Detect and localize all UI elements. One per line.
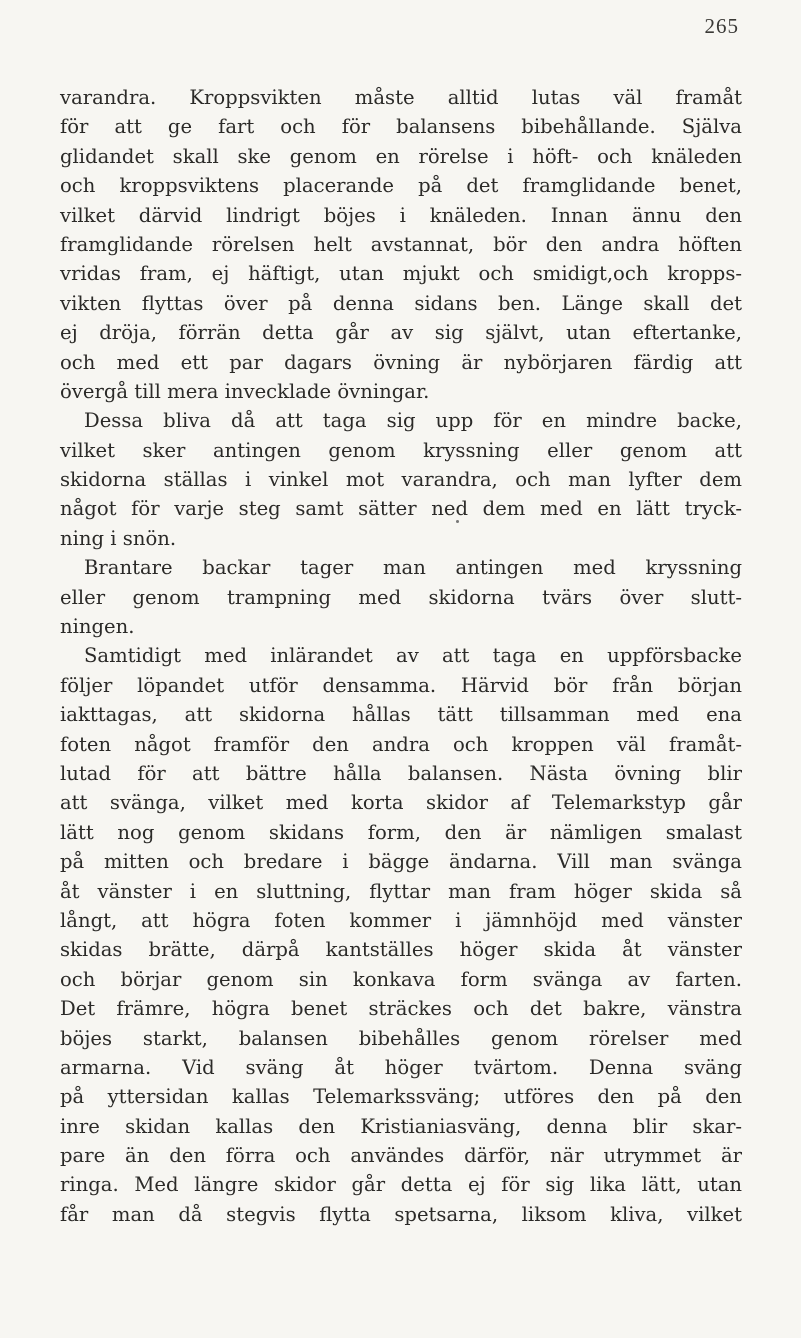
body-text bbox=[60, 83, 742, 1229]
text-line: ej dröja, förrän detta går av sig självt, utan eftertanke, bbox=[60, 321, 742, 345]
text-line: Samtidigt med inlärandet av att taga en uppförsbacke bbox=[84, 644, 742, 668]
text-line: armarna. Vid sväng åt höger tvärtom. Denna sväng bbox=[60, 1055, 742, 1079]
text-line: och med ett par dagars övning är nybörjaren färdig att bbox=[60, 350, 742, 374]
text-line: Brantare backar tager man antingen med kryssning bbox=[84, 556, 742, 580]
text-line: ningen. bbox=[60, 615, 135, 639]
text-line: åt vänster i en sluttning, flyttar man fram höger skida så bbox=[60, 879, 742, 903]
text-line: följer löpandet utför densamma. Härvid bör från början bbox=[60, 673, 742, 697]
text-line: lutad för att bättre hålla balansen. Nästa övning blir bbox=[60, 761, 742, 785]
text-line: och kroppsviktens placerande på det framglidande benet, bbox=[60, 174, 742, 198]
print-speck bbox=[456, 520, 459, 523]
text-line: ringa. Med längre skidor går detta ej för sig lika lätt, utan bbox=[60, 1173, 742, 1197]
text-line: inre skidan kallas den Kristianiasväng, denna blir skar- bbox=[60, 1114, 742, 1138]
text-line: framglidande rörelsen helt avstannat, bör den andra höften bbox=[60, 232, 742, 256]
text-line: och börjar genom sin konkava form svänga av farten. bbox=[60, 967, 742, 991]
text-line: foten något framför den andra och kroppen väl framåt- bbox=[60, 732, 742, 756]
text-line: på mitten och bredare i bägge ändarna. Vill man svänga bbox=[60, 850, 742, 874]
text-line: övergå till mera invecklade övningar. bbox=[60, 379, 430, 403]
text-line: glidandet skall ske genom en rörelse i höft- och knäleden bbox=[60, 144, 742, 168]
text-line: vridas fram, ej häftigt, utan mjukt och smidigt,och kropps- bbox=[60, 262, 742, 286]
text-line: skidorna ställas i vinkel mot varandra, och man lyfter dem bbox=[60, 468, 742, 492]
text-line: vikten flyttas över på denna sidans ben. Länge skall det bbox=[60, 291, 742, 315]
text-line: böjes starkt, balansen bibehålles genom rörelser med bbox=[60, 1026, 742, 1050]
text-line: på yttersidan kallas Telemarkssväng; utföres den på den bbox=[60, 1085, 742, 1109]
text-line: Det främre, högra benet sträckes och det bakre, vänstra bbox=[60, 997, 742, 1021]
text-line: iakttagas, att skidorna hållas tätt tillsamman med ena bbox=[60, 703, 742, 727]
text-line: för att ge fart och för balansens bibehållande. Själva bbox=[60, 115, 742, 139]
text-line: något för varje steg samt sätter ned dem med en lätt tryck- bbox=[60, 497, 742, 521]
text-line: lätt nog genom skidans form, den är nämligen smalast bbox=[60, 820, 742, 844]
text-line: vilket sker antingen genom kryssning eller genom att bbox=[60, 438, 742, 462]
text-line: att svänga, vilket med korta skidor af Telemarkstyp går bbox=[60, 791, 742, 815]
text-line: varandra. Kroppsvikten måste alltid lutas väl framåt bbox=[60, 86, 742, 109]
text-line: eller genom trampning med skidorna tvärs över slutt- bbox=[60, 585, 742, 609]
text-line: skidas brätte, därpå kantställes höger skida åt vänster bbox=[60, 938, 742, 962]
text-line: långt, att högra foten kommer i jämnhöjd med vänster bbox=[60, 908, 742, 932]
text-line: ning i snön. bbox=[60, 526, 177, 550]
text-line: får man då stegvis flytta spetsarna, liksom kliva, vilket bbox=[60, 1202, 742, 1226]
page-number: 265 bbox=[704, 14, 739, 38]
text-line: pare än den förra och användes därför, när utrymmet är bbox=[60, 1144, 742, 1168]
text-line: Dessa bliva då att taga sig upp för en mindre backe, bbox=[84, 409, 742, 433]
text-line: vilket därvid lindrigt böjes i knäleden. Innan ännu den bbox=[60, 203, 742, 227]
